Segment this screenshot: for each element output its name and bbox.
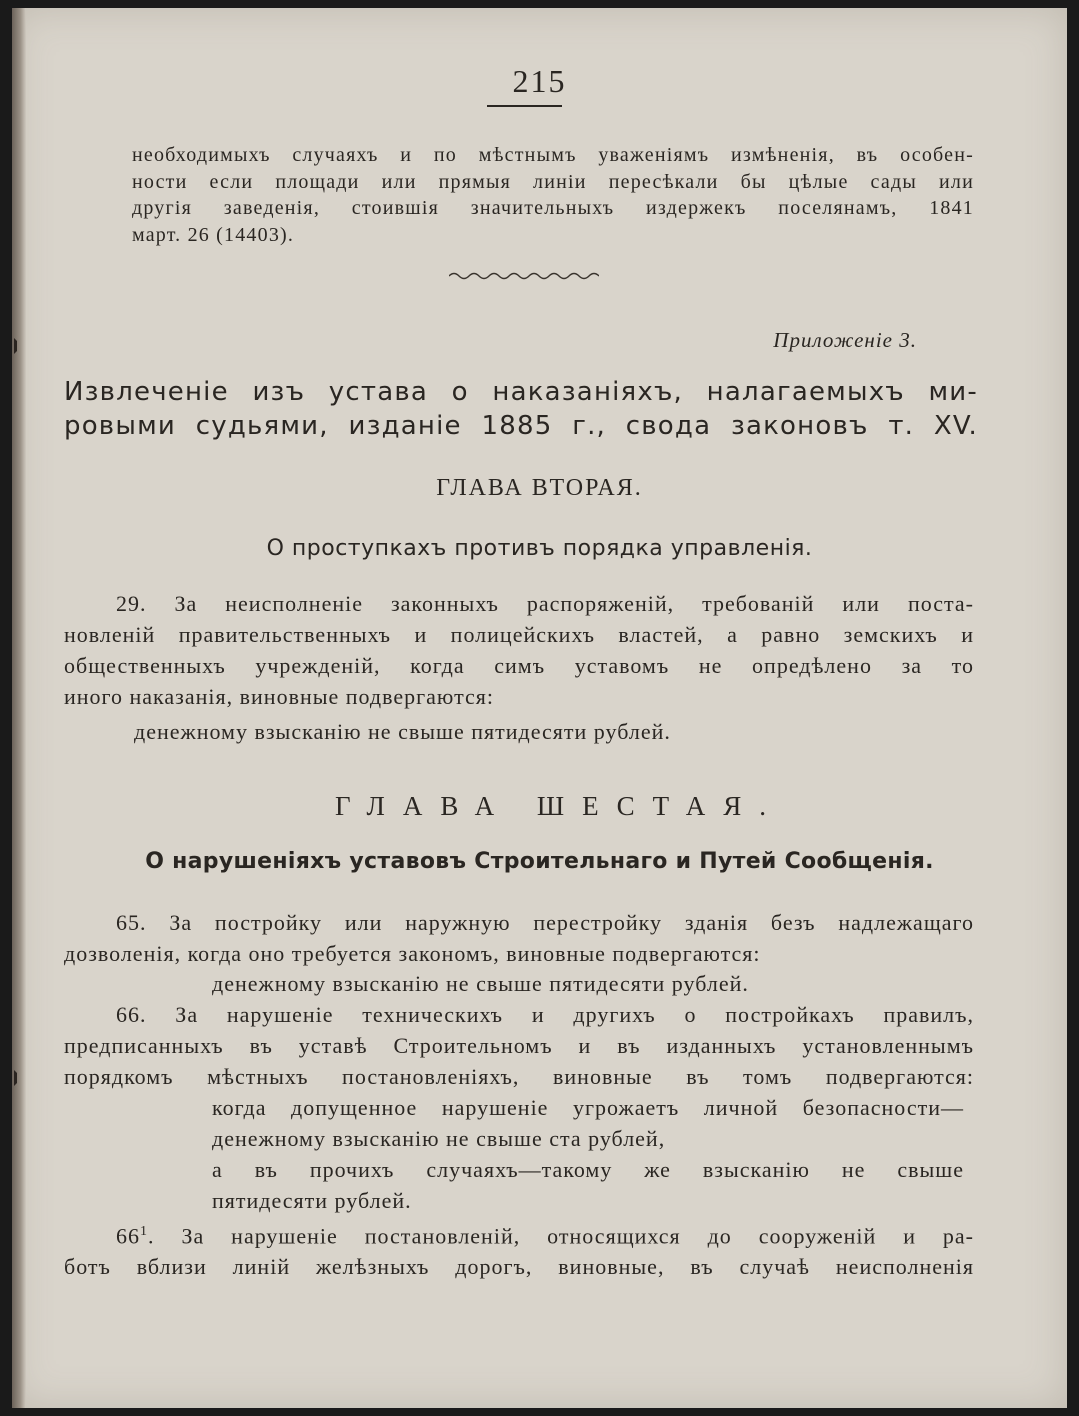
article-66-1	[64, 1216, 974, 1282]
chapter-two-title: ГЛАВА ВТОРАЯ.	[436, 475, 643, 501]
continuation-line: ности если площади или прямыя линіи пересѣкали бы цѣлые сады или	[132, 170, 974, 193]
article-line-rest: . За нарушеніе постановленій, относящихся до сооруженій и ра-	[148, 1223, 974, 1249]
article-line: порядкомъ мѣстныхъ постановленіяхъ, виновные въ томъ подвергаются:	[64, 1064, 974, 1089]
article-65	[64, 907, 974, 969]
article-line: общественныхъ учрежденій, когда симъ уставомъ не опредѣлено за то	[64, 653, 974, 678]
article-66-penalty	[212, 1092, 964, 1216]
page-number: 215	[512, 63, 567, 99]
article-line: ботъ вблизи линій желѣзныхъ дорогъ, виновные, въ случаѣ неисполненія	[64, 1254, 974, 1280]
chapter-six-subtitle: О нарушеніяхъ уставовъ Строительнаго и Путей Сообщенія.	[145, 849, 934, 874]
article-65-penalty: денежному взысканію не свыше пятидесяти рублей.	[212, 971, 749, 996]
continuation-line: другія заведенія, стоившія значительныхъ издержекъ поселянамъ, 1841	[132, 197, 974, 219]
article-line: 66. За нарушеніе техническихъ и другихъ о постройкахъ правилъ,	[116, 1002, 974, 1027]
article-66	[64, 999, 974, 1092]
article-line: иного наказанія, виновные подвергаются:	[64, 684, 494, 709]
penalty-line: а въ прочихъ случаяхъ—такому же взысканію не свыше	[212, 1157, 964, 1182]
page-binding-edge	[12, 8, 26, 1408]
article-line: дозволенія, когда оно требуется закономъ, виновные подвергаются:	[64, 941, 761, 966]
continuation-paragraph	[132, 142, 974, 248]
extract-heading	[64, 375, 978, 443]
continuation-line: март. 26 (14403).	[132, 223, 295, 246]
article-29	[64, 588, 974, 712]
article-line	[64, 1216, 974, 1251]
extract-heading-line: ровыми судьями, изданіе 1885 г., свода законовъ т. XV.	[64, 411, 978, 441]
penalty-line: пятидесяти рублей.	[212, 1188, 412, 1213]
chapter-six-title: ГЛАВА ШЕСТАЯ.	[334, 791, 785, 821]
wavy-divider-icon	[449, 270, 599, 282]
article-line: предписанныхъ въ уставѣ Строительномъ и въ изданныхъ установленнымъ	[64, 1033, 974, 1058]
article-number: 66	[116, 1223, 140, 1249]
article-line: новленій правительственныхъ и полицейскихъ властей, а равно земскихъ и	[64, 622, 974, 647]
extract-heading-line: Извлеченіе изъ устава о наказаніяхъ, налагаемыхъ ми-	[64, 377, 978, 407]
penalty-line: когда допущенное нарушеніе угрожаетъ личной безопасности—	[212, 1095, 964, 1120]
article-line: 29. За неисполненіе законныхъ распоряженій, требованій или поста-	[116, 591, 974, 616]
binding-mark-icon	[14, 1070, 27, 1086]
book-page	[12, 8, 1067, 1408]
article-29-penalty: денежному взысканію не свыше пятидесяти рублей.	[134, 719, 671, 744]
article-superscript: 1	[140, 1224, 148, 1239]
chapter-two-subtitle: О проступкахъ противъ порядка управленія.	[266, 536, 813, 561]
appendix-label: Приложеніе 3.	[773, 328, 917, 352]
article-line: 65. За постройку или наружную перестройку зданія безъ надлежащаго	[116, 910, 974, 935]
penalty-line: денежному взысканію не свыше ста рублей,	[212, 1126, 666, 1151]
page-number-rule	[487, 105, 562, 107]
binding-mark-icon	[14, 338, 27, 354]
continuation-line: необходимыхъ случаяхъ и по мѣстнымъ уваженіямъ измѣненія, въ особен-	[132, 144, 974, 166]
